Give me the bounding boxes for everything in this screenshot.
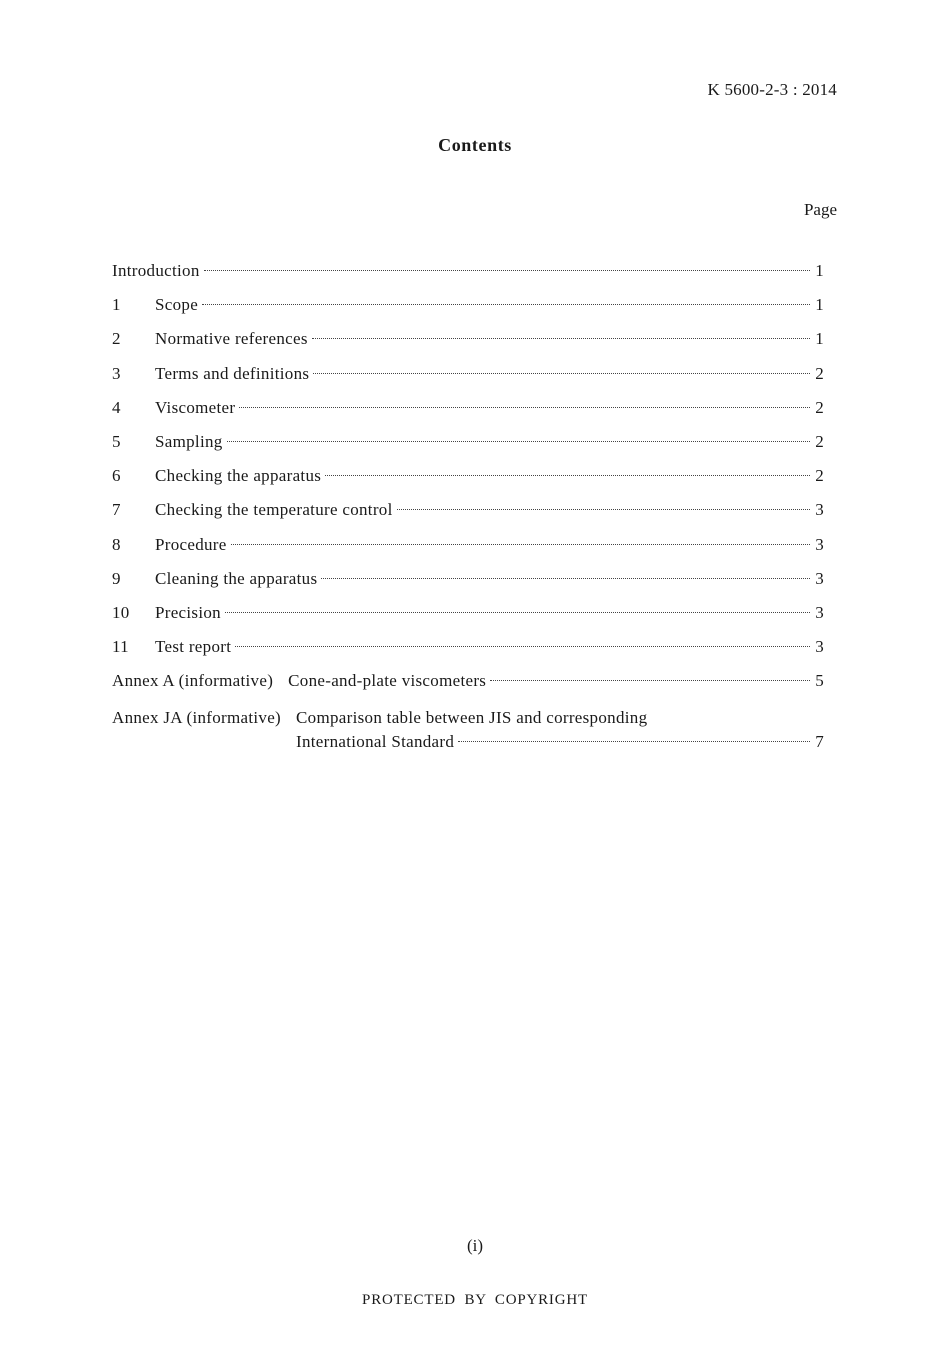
- toc-entry-title: Checking the temperature control: [155, 500, 393, 520]
- toc-entry-clause[interactable]: [112, 329, 824, 363]
- toc-entry-number: 10: [112, 602, 130, 622]
- toc-entry-title: Cone-and-plate viscometers: [288, 671, 487, 691]
- toc-entry-number: 6: [112, 466, 121, 486]
- annex-label: Annex A (informative): [112, 671, 274, 691]
- toc-entry-title: Normative references: [155, 329, 308, 349]
- toc-entry-title: Test report: [155, 637, 232, 657]
- toc-entry-title: Viscometer: [155, 397, 236, 417]
- toc-entry-title-continued: [296, 730, 824, 754]
- toc-entry-title: Terms and definitions: [155, 363, 310, 383]
- dot-leader: [225, 612, 810, 613]
- toc-entry-number: 5: [112, 431, 121, 451]
- toc-entry-page: 2: [815, 363, 824, 383]
- toc-entry-page: 3: [815, 602, 824, 622]
- toc-entry-title: Sampling: [155, 431, 223, 451]
- toc-entry-number: 9: [112, 568, 121, 588]
- toc-entry-clause[interactable]: [112, 569, 824, 603]
- toc-entry-clause[interactable]: [112, 466, 824, 500]
- toc-entry-clause[interactable]: [112, 535, 824, 569]
- toc-entry-clause[interactable]: [112, 398, 824, 432]
- dot-leader: [325, 475, 810, 476]
- dot-leader: [490, 680, 810, 681]
- toc-entry-clause[interactable]: [112, 432, 824, 466]
- toc-entry-number: 3: [112, 363, 121, 383]
- copyright-notice: PROTECTED BY COPYRIGHT: [362, 1292, 588, 1308]
- dot-leader: [235, 646, 810, 647]
- page-column-label: Page: [803, 200, 837, 219]
- dot-leader: [231, 544, 810, 545]
- toc-entry-title: Procedure: [155, 534, 227, 554]
- toc-entry-clause[interactable]: [112, 500, 824, 534]
- toc-entry-number: 11: [112, 637, 129, 657]
- toc-entry-page: 3: [815, 534, 824, 554]
- toc-entry-page: 1: [815, 261, 824, 280]
- toc-entry-title: Comparison table between JIS and corresponding: [296, 708, 648, 728]
- toc-entry-number: 1: [112, 295, 121, 315]
- annex-label: Annex JA (informative): [112, 708, 282, 728]
- toc-entry-page: 2: [815, 466, 824, 486]
- dot-leader: [313, 373, 810, 374]
- toc-entry-page: 3: [815, 500, 824, 520]
- toc-entry-page: 2: [815, 397, 824, 417]
- page-title: Contents: [438, 135, 512, 155]
- page-number: (i): [466, 1236, 484, 1255]
- toc-entry-page: 2: [815, 431, 824, 451]
- toc-entry-page: 3: [815, 637, 824, 657]
- toc-entry-clause[interactable]: [112, 364, 824, 398]
- toc-entry-page: 1: [815, 295, 824, 315]
- toc-entry-clause[interactable]: [112, 295, 824, 329]
- document-id: K 5600-2-3 : 2014: [707, 80, 837, 99]
- toc-entry-title: Scope: [155, 295, 199, 315]
- dot-leader: [239, 407, 810, 408]
- annex-title-block: [296, 706, 824, 754]
- toc-entry-number: 7: [112, 500, 121, 520]
- toc-entry-title: Introduction: [112, 261, 200, 280]
- toc-entry-annex-ja[interactable]: [112, 706, 824, 754]
- toc-entry-annex-a[interactable]: [112, 671, 824, 705]
- toc-entry-title-line2: International Standard: [296, 732, 455, 752]
- toc-entry-number: 4: [112, 397, 121, 417]
- toc-entry-title: Precision: [155, 602, 221, 622]
- toc-entry-page: 1: [815, 329, 824, 349]
- toc-entry-page: 5: [815, 671, 824, 691]
- toc-entry-introduction[interactable]: [112, 261, 824, 295]
- dot-leader: [202, 304, 810, 305]
- toc-entry-clause[interactable]: [112, 603, 824, 637]
- toc-entry-number: 8: [112, 534, 121, 554]
- toc-entry-title: Checking the apparatus: [155, 466, 322, 486]
- toc-entry-title: Cleaning the apparatus: [155, 568, 318, 588]
- toc-entry-clause[interactable]: [112, 637, 824, 671]
- dot-leader: [227, 441, 810, 442]
- dot-leader: [204, 270, 810, 271]
- dot-leader: [397, 509, 810, 510]
- toc-entry-page: 7: [815, 732, 824, 752]
- dot-leader: [321, 578, 810, 579]
- toc-entry-number: 2: [112, 329, 121, 349]
- dot-leader: [458, 741, 810, 742]
- toc-entry-page: 3: [815, 568, 824, 588]
- table-of-contents: [112, 261, 824, 754]
- dot-leader: [312, 338, 810, 339]
